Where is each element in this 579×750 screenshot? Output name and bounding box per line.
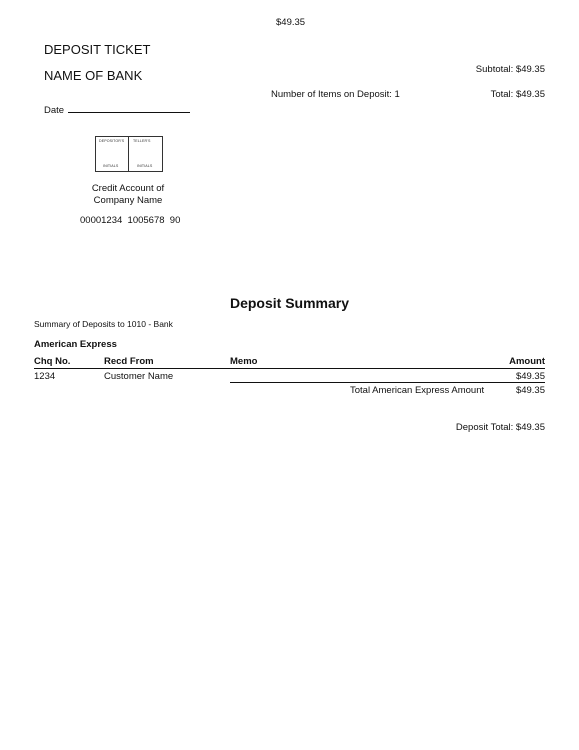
summary-title: Deposit Summary bbox=[229, 295, 350, 311]
summary-subtitle: Summary of Deposits to 1010 - Bank bbox=[34, 319, 173, 329]
initials-divider bbox=[128, 137, 129, 171]
date-line bbox=[68, 104, 190, 113]
credit-account-line1: Credit Account of bbox=[91, 183, 165, 194]
depositors-label: DEPOSITOR'S bbox=[99, 139, 125, 143]
top-amount: $49.35 bbox=[276, 17, 306, 28]
col-amount: Amount bbox=[509, 356, 545, 367]
group-name: American Express bbox=[34, 339, 117, 350]
group-total-label: Total American Express Amount bbox=[350, 385, 485, 396]
row-chq: 1234 bbox=[34, 371, 56, 382]
row-amount: $49.35 bbox=[515, 371, 545, 382]
total: Total: $49.35 bbox=[490, 89, 545, 100]
items-count: Number of Items on Deposit: 1 bbox=[271, 89, 400, 100]
date-field bbox=[44, 104, 190, 116]
col-memo: Memo bbox=[230, 356, 258, 367]
ticket-title: DEPOSIT TICKET bbox=[44, 42, 151, 57]
credit-account-line2: Company Name bbox=[93, 195, 163, 206]
date-label: Date bbox=[44, 105, 65, 116]
header-rule bbox=[34, 368, 545, 369]
col-chq-no: Chq No. bbox=[34, 356, 71, 367]
tellers-label: TELLER'S bbox=[133, 139, 151, 143]
initials-box bbox=[95, 136, 163, 172]
initials-left-label: INITIALS bbox=[103, 164, 119, 168]
deposit-total: Deposit Total: $49.35 bbox=[455, 422, 545, 433]
row-recd: Customer Name bbox=[104, 371, 174, 382]
subtotal: Subtotal: $49.35 bbox=[475, 64, 545, 75]
micr-line: 00001234 1005678 90 bbox=[80, 215, 181, 226]
bank-name: NAME OF BANK bbox=[44, 68, 143, 83]
initials-right-label: INITIALS bbox=[137, 164, 153, 168]
col-recd-from: Recd From bbox=[104, 356, 154, 367]
total-rule bbox=[230, 382, 545, 383]
group-total-value: $49.35 bbox=[515, 385, 545, 396]
